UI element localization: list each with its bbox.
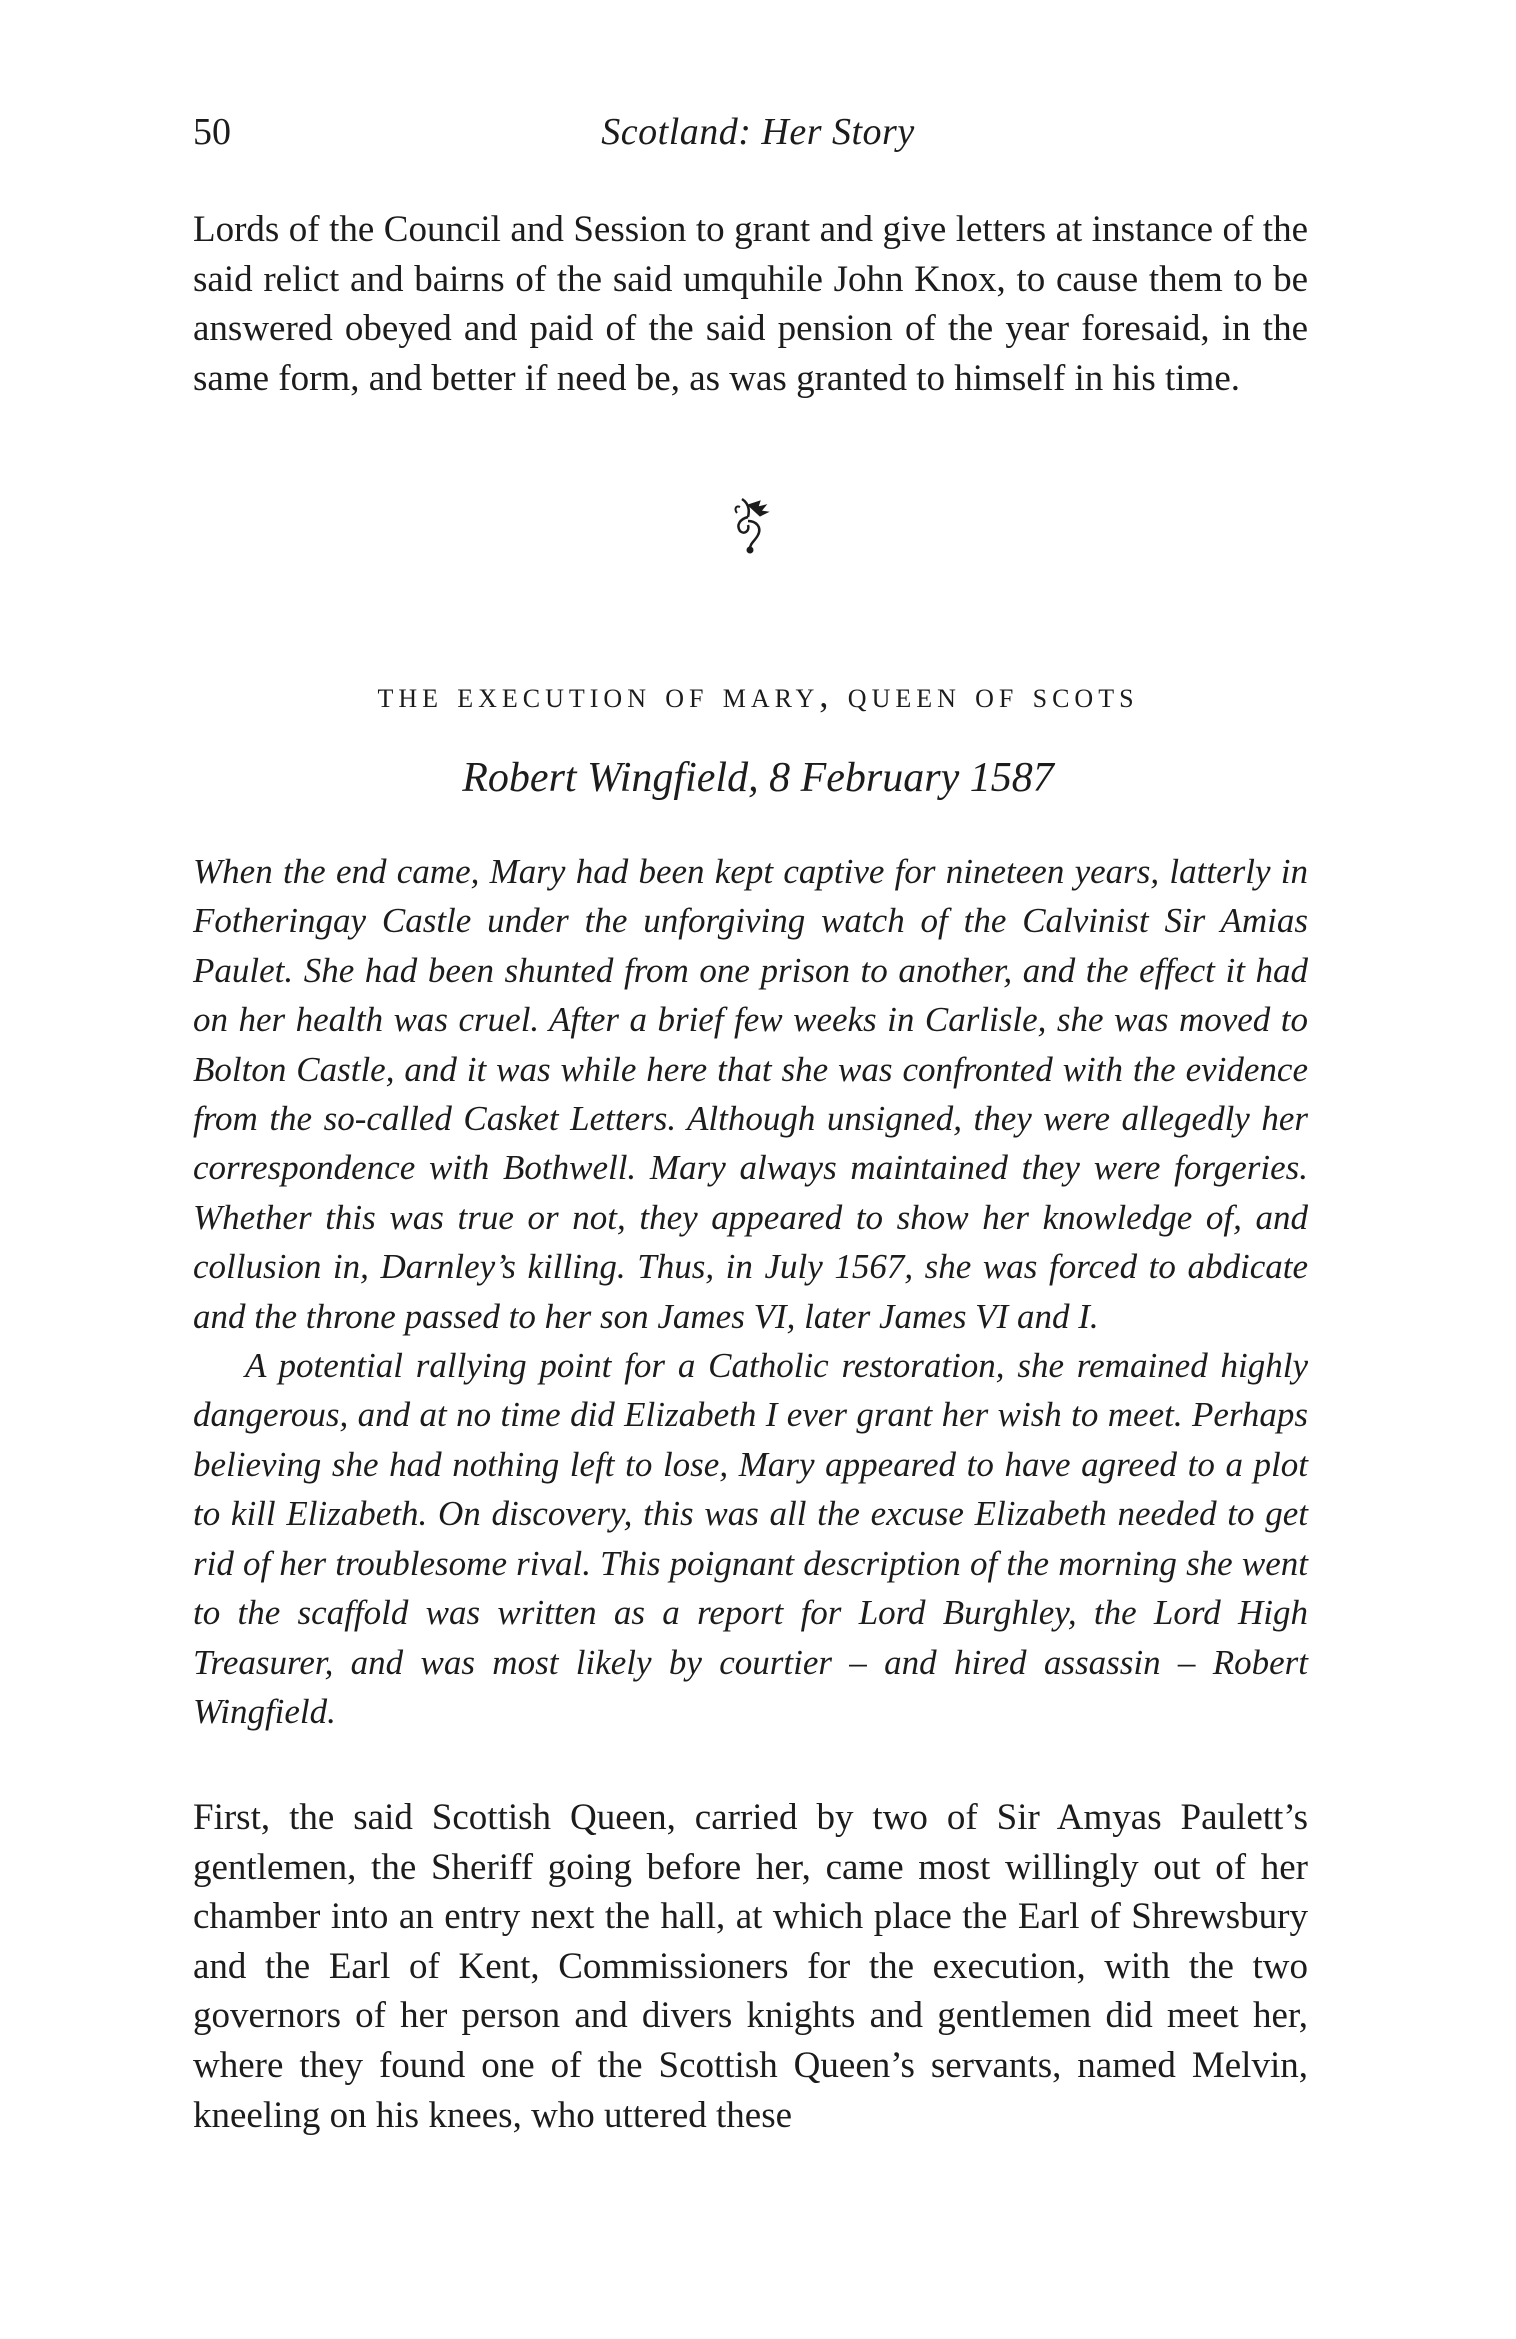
main-paragraph: First, the said Scottish Queen, carried by two of Sir Amyas Paulett’s gentlemen, the Sheriff going before her, came most willingly out of her chamber into an entry next the hall, at which place the Earl of Shrewsbury and the Earl of Kent, Commissioners for the execution, with the two governors of her person and divers knights and gentlemen did meet her, where they found one of the Scottish Queen’s servants, named Melvin, kneeling on his knees, who uttered these — [193, 1797, 1308, 2136]
page-number: 50 — [193, 111, 231, 153]
section-title: the execution of mary, queen of scots — [377, 675, 1139, 716]
intro-text — [193, 847, 1308, 1736]
intro-paragraph-1: When the end came, Mary had been kept captive for nineteen years, latterly in Fotheringay Castle under the unforgiving watch of the Calvinist Sir Amias Paulet. She had been shunted from one prison to another, and the effect it had on her health was cruel. After a brief few weeks in Carlisle, she was moved to Bolton Castle, and it was while here that she was confronted with the evidence from the so-called Casket Letters. Although unsigned, they were allegedly her correspondence with Bothwell. Mary always maintained they were forgeries. Whether this was true or not, they appeared to show her knowledge of, and collusion in, Darnley’s killing. Thus, in July 1567, she was forced to abdicate and the throne passed to her son James VI, later James VI and I. — [193, 852, 1308, 1336]
section-byline: Robert Wingfield, 8 February 1587 — [462, 755, 1054, 801]
fleuron-icon — [728, 495, 780, 555]
continuation-paragraph: Lords of the Council and Session to grant and give letters at instance of the said relict and bairns of the said umquhile John Knox, to cause them to be answered obeyed and paid of the said pension of the year foresaid, in the same form, and better if need be, as was granted to himself in his time. — [193, 209, 1308, 399]
running-head: Scotland: Her Story — [601, 111, 915, 153]
intro-paragraph-2: A potential rallying point for a Catholic restoration, she remained highly dangerous, and at no time did Elizabeth I ever grant her wish to meet. Perhaps believing she had nothing left to lose, Mary appeared to have agreed to a plot to kill Elizabeth. On discovery, this was all the excuse Elizabeth needed to get rid of her troublesome rival. This poignant description of the morning she went to the scaffold was written as a report for Lord Burghley, the Lord High Treasurer, and was most likely by courtier – and hired assassin – Robert Wingfield. — [193, 1346, 1308, 1731]
